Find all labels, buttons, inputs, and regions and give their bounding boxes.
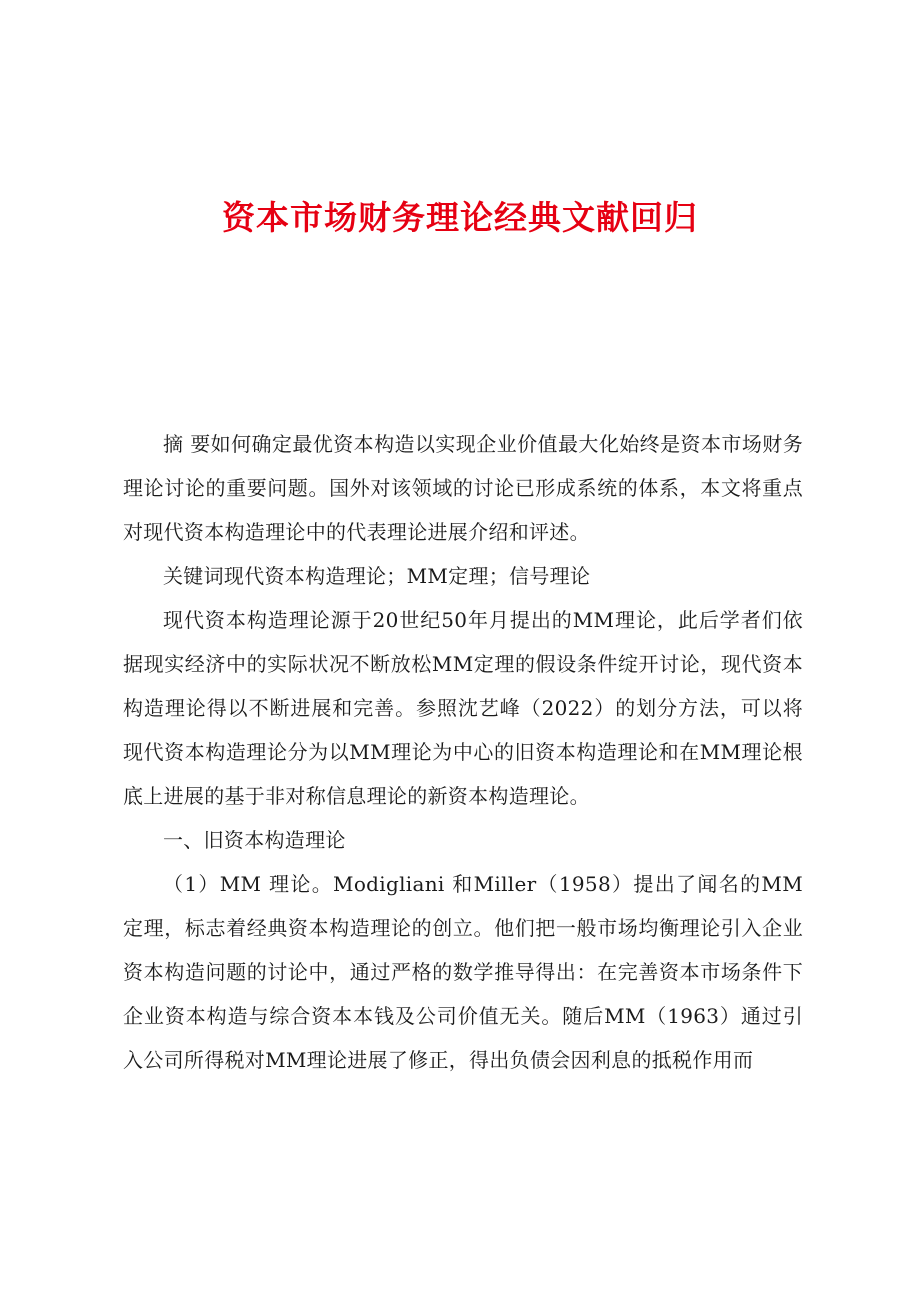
section-heading: 一、旧资本构造理论 xyxy=(163,828,346,852)
mm-theory-paragraph: （1）MM 理论。Modigliani 和Miller（1958）提出了闻名的MM定理，标志着经典资本构造理论的创立。他们把一般市场均衡理论引入企业资本构造问题的讨论中，通过严格的数学推导得出：在完善资本市场条件下企业资本构造与综合资本本钱及公司价值无关。随后MM（1963）通过引入公司所得税对MM理论进展了修正，得出负债会因利息的抵税作用而 xyxy=(123,872,803,1072)
keywords-paragraph: 关键词现代资本构造理论；MM定理；信号理论 xyxy=(163,564,591,588)
abstract-paragraph: 摘 要如何确定最优资本构造以实现企业价值最大化始终是资本市场财务理论讨论的重要问题。国外对该领域的讨论已形成系统的体系，本文将重点对现代资本构造理论中的代表理论进展介绍和评述。 xyxy=(123,432,803,544)
document-title: 资本市场财务理论经典文献回归 xyxy=(222,198,698,237)
intro-paragraph: 现代资本构造理论源于20世纪50年月提出的MM理论，此后学者们依据现实经济中的实际状况不断放松MM定理的假设条件绽开讨论，现代资本构造理论得以不断进展和完善。参照沈艺峰（2022）的划分方法，可以将现代资本构造理论分为以MM理论为中心的旧资本构造理论和在MM理论根底上进展的基于非对称信息理论的新资本构造理论。 xyxy=(123,608,803,808)
document-body xyxy=(123,422,803,1082)
